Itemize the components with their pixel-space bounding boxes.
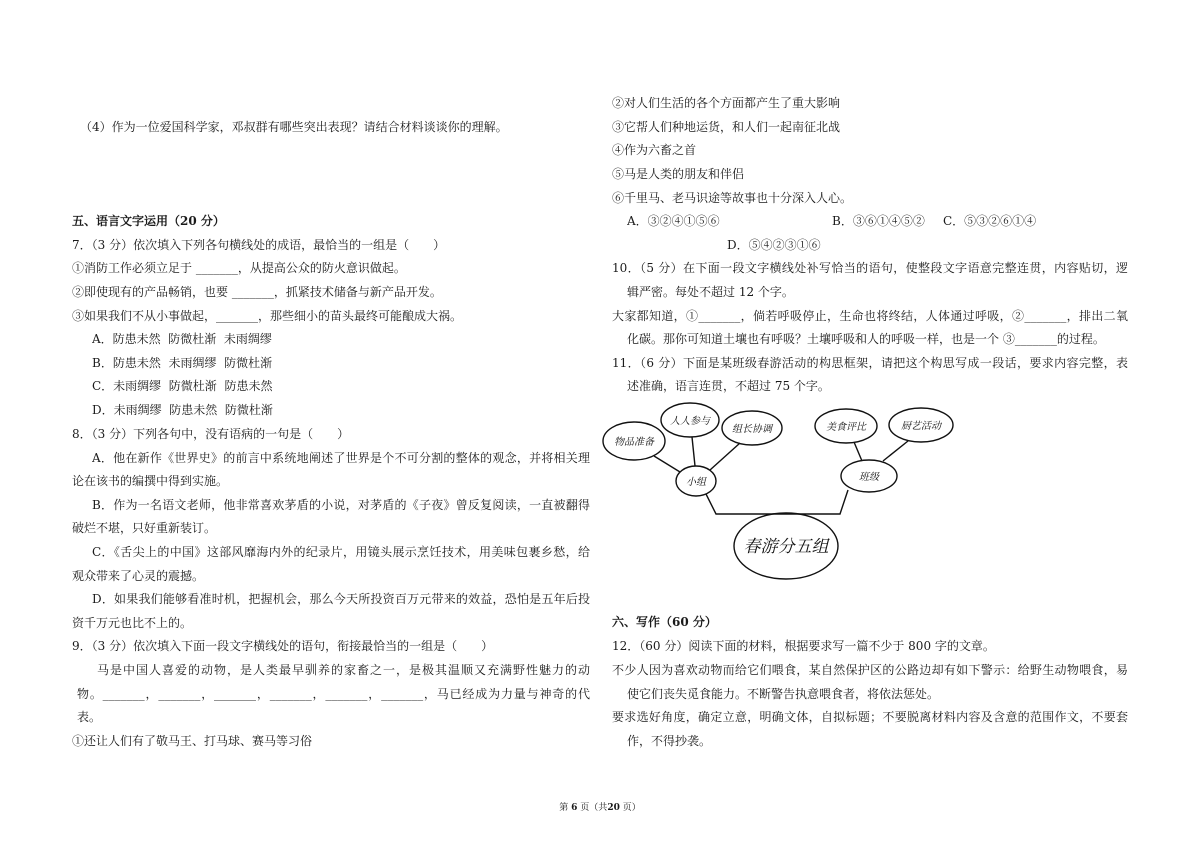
q10-stem-line1: 10．（5 分）在下面一段文字横线处补写恰当的语句，使整段文字语意完整连贯，内容贴切，逻 (612, 261, 1128, 275)
q11-stem-line1: 11．（6 分）下面是某班级春游活动的构思框架，请把这个构思写成一段话，要求内容完整，表 (612, 356, 1128, 370)
q9-passage-line3: 表。 (77, 710, 102, 724)
spring-outing-diagram (600, 400, 960, 586)
q8-option-a-line2: 论在该书的编撰中得到实施。 (72, 474, 229, 488)
link-participate-group (692, 437, 695, 466)
q9-item-3: ③它帮人们种地运货，和人们一起南征北战 (612, 120, 841, 134)
q9-item-4: ④作为六畜之首 (612, 143, 697, 157)
q11-stem-line2: 述准确，语言连贯，不超过 75 个字。 (627, 379, 830, 393)
q4-text: （4）作为一位爱国科学家，邓叔群有哪些突出表现？请结合材料谈谈你的理解。 (80, 120, 508, 134)
q7-option-a: A．防患未然 防微杜渐 未雨绸缪 (92, 332, 272, 346)
q10-stem-line2: 辑严密。每处不超过 12 个字。 (627, 285, 794, 299)
footer-end: 页） (622, 803, 641, 813)
q9-item-6: ⑥千里马、老马识途等故事也十分深入人心。 (612, 191, 853, 205)
label-food: 美食评比 (826, 422, 866, 433)
q9-option-d: D．⑤④②③①⑥ (727, 238, 821, 252)
section6-title: 六、写作（60 分） (612, 615, 717, 629)
q10-passage-line1: 大家都知道，①_______，倘若呼吸停止，生命也将终结，人体通过呼吸，②_______，排出二氧 (612, 309, 1128, 323)
q8-option-b-line1: B．作为一名语文老师，他非常喜欢茅盾的小说，对茅盾的《子夜》曾反复阅读，一直被翻得 (92, 498, 590, 512)
q9-stem: 9．（3 分）依次填入下面一段文字横线处的语句，衔接最恰当的一组是（ ） (72, 639, 494, 653)
q9-item-5: ⑤马是人类的朋友和伴侣 (612, 167, 745, 181)
q12-stem: 12．（60 分）阅读下面的材料，根据要求写一篇不少于 800 字的文章。 (612, 639, 995, 653)
footer-mid: 页（共 (580, 803, 608, 813)
q7-option-b: B．防患未然 未雨绸缪 防微杜渐 (92, 356, 273, 370)
total-pages: 20 (607, 803, 620, 813)
q9-option-a: A．③②④①⑤⑥ (627, 214, 720, 228)
q9-option-b: B．③⑥①④⑤② (832, 214, 925, 228)
q12-requirements-line2: 作，不得抄袭。 (627, 734, 712, 748)
q9-option-c: C．⑤③②⑥①④ (943, 214, 1037, 228)
label-group: 小组 (686, 477, 706, 488)
q9-item-2: ②对人们生活的各个方面都产生了重大影响 (612, 96, 841, 110)
q9-passage-line2: 物。_______，_______，_______，_______，_______，_______，马已经成为力量与神奇的代 (77, 687, 590, 701)
link-cooking-class (883, 441, 908, 461)
page-number: 6 (571, 803, 578, 813)
q8-stem: 8．（3 分）下列各句中，没有语病的一句是（ ） (72, 427, 350, 441)
q7-sentence-2: ②即使现有的产品畅销，也要 _______，抓紧技术储备与新产品开发。 (72, 285, 442, 299)
link-prepare-group (654, 456, 680, 472)
q8-option-d-line2: 资千万元也比不上的。 (72, 616, 193, 630)
link-coordinate-group (710, 443, 740, 470)
q7-sentence-1: ①消防工作必须立足于 _______，从提高公众的防火意识做起。 (72, 261, 406, 275)
q7-option-c: C．未雨绸缪 防微杜渐 防患未然 (92, 379, 273, 393)
q9-passage-line1: 马是中国人喜爱的动物，是人类最早驯养的家畜之一，是极其温顺又充满野性魅力的动 (97, 663, 590, 677)
q8-option-c-line2: 观众带来了心灵的震撼。 (72, 569, 205, 583)
q7-option-d: D．未雨绸缪 防患未然 防微杜渐 (92, 403, 273, 417)
q12-material-line1: 不少人因为喜欢动物而给它们喂食，某自然保护区的公路边却有如下警示：给野生动物喂食，易 (612, 663, 1128, 677)
label-coordinate: 组长协调 (732, 424, 772, 435)
q7-stem: 7．（3 分）依次填入下列各句横线处的成语，最恰当的一组是（ ） (72, 238, 446, 252)
q10-passage-line2: 化碳。那你可知道土壤也有呼吸？土壤呼吸和人的呼吸一样，也是一个 ③_______的过程。 (627, 332, 1105, 346)
q12-requirements-line1: 要求选好角度，确定立意，明确文体，自拟标题；不要脱离材料内容及含意的范围作文，不要套 (612, 710, 1128, 724)
link-group-class-connector (706, 490, 848, 514)
label-root: 春游分五组 (743, 537, 829, 557)
q8-option-d-line1: D．如果我们能够看准时机，把握机会，那么今天所投资百万元带来的效益，恐怕是五年后投 (92, 592, 590, 606)
q7-sentence-3: ③如果我们不从小事做起，_______，那些细小的苗头最终可能酿成大祸。 (72, 309, 463, 323)
label-class: 班级 (859, 472, 879, 483)
label-cooking: 厨艺活动 (901, 421, 941, 432)
section5-title: 五、语言文字运用（20 分） (72, 214, 225, 228)
page-footer (0, 802, 1200, 814)
link-food-class (854, 442, 862, 461)
label-participate: 人人参与 (670, 416, 710, 427)
footer-prefix: 第 (559, 803, 569, 813)
q8-option-a-line1: A．他在新作《世界史》的前言中系统地阐述了世界是个不可分割的整体的观念，并将相关理 (92, 451, 590, 465)
q12-material-line2: 使它们丧失觅食能力。不断警告执意喂食者，将依法惩处。 (627, 687, 940, 701)
q8-option-b-line2: 破烂不堪，只好重新装订。 (72, 521, 217, 535)
label-prepare: 物品准备 (614, 437, 654, 448)
q9-item-1: ①还让人们有了敬马王、打马球、赛马等习俗 (72, 734, 313, 748)
q8-option-c-line1: C．《舌尖上的中国》这部风靡海内外的纪录片，用镜头展示烹饪技术，用美味包裹乡愁，给 (92, 545, 590, 559)
